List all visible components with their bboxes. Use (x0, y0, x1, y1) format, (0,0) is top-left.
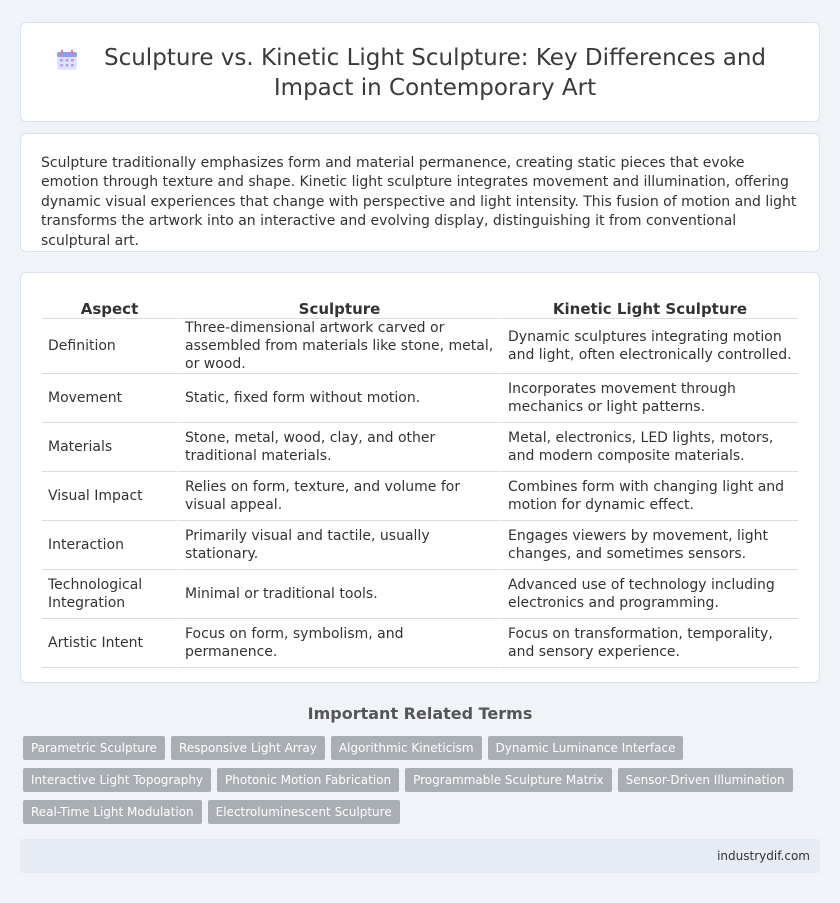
cell-aspect: Definition (42, 319, 177, 374)
cell-sculpture: Primarily visual and tactile, usually stationary. (177, 521, 500, 570)
cell-sculpture: Minimal or traditional tools. (177, 570, 500, 619)
intro-card (20, 133, 820, 252)
cell-aspect: Visual Impact (42, 472, 177, 521)
cell-aspect: Technological Integration (42, 570, 177, 619)
cell-kinetic: Combines form with changing light and motion for dynamic effect. (500, 472, 798, 521)
comparison-card (20, 272, 820, 683)
cell-kinetic: Metal, electronics, LED lights, motors, and modern composite materials. (500, 423, 798, 472)
table-row (42, 374, 798, 423)
cell-kinetic: Engages viewers by movement, light changes, and sometimes sensors. (500, 521, 798, 570)
comparison-table (42, 297, 798, 668)
cell-sculpture: Stone, metal, wood, clay, and other traditional materials. (177, 423, 500, 472)
table-row (42, 521, 798, 570)
header-kinetic: Kinetic Light Sculpture (500, 297, 798, 319)
cell-aspect: Interaction (42, 521, 177, 570)
footer-site[interactable]: industrydif.com (717, 849, 810, 863)
table-row (42, 472, 798, 521)
cell-sculpture: Relies on form, texture, and volume for visual appeal. (177, 472, 500, 521)
cell-aspect: Movement (42, 374, 177, 423)
related-term-tag[interactable]: Responsive Light Array (171, 736, 325, 760)
cell-kinetic: Incorporates movement through mechanics or light patterns. (500, 374, 798, 423)
table-header-row (42, 297, 798, 319)
intro-paragraph: Sculpture traditionally emphasizes form and material permanence, creating static pieces that evoke emotion through texture and shape. Kinetic light sculpture integrates movement and illumination, offering dynamic visual experiences that change with perspective and light intensity. This fusion of motion and light transforms the artwork into an interactive and evolving display, distinguishing it from conventional sculptural art. (41, 155, 797, 249)
table-row (42, 570, 798, 619)
header-aspect: Aspect (42, 297, 177, 319)
cell-kinetic: Dynamic sculptures integrating motion and light, often electronically controlled. (500, 319, 798, 374)
related-term-tag[interactable]: Programmable Sculpture Matrix (405, 768, 612, 792)
page-title: Sculpture vs. Kinetic Light Sculpture: Key Differences and Impact in Contemporary Art (103, 45, 767, 101)
related-term-tag[interactable]: Algorithmic Kineticism (331, 736, 482, 760)
cell-sculpture: Static, fixed form without motion. (177, 374, 500, 423)
related-terms-title: Important Related Terms (307, 704, 533, 723)
title-card (20, 22, 820, 122)
related-term-tag[interactable]: Interactive Light Topography (23, 768, 211, 792)
related-terms-list (23, 736, 798, 824)
footer (20, 839, 820, 873)
related-term-tag[interactable]: Dynamic Luminance Interface (488, 736, 684, 760)
related-term-tag[interactable]: Parametric Sculpture (23, 736, 165, 760)
related-term-tag[interactable]: Photonic Motion Fabrication (217, 768, 399, 792)
cell-aspect: Materials (42, 423, 177, 472)
header-sculpture: Sculpture (177, 297, 500, 319)
related-term-tag[interactable]: Real-Time Light Modulation (23, 800, 202, 824)
related-term-tag[interactable]: Sensor-Driven Illumination (618, 768, 793, 792)
cell-kinetic: Focus on transformation, temporality, and sensory experience. (500, 619, 798, 668)
related-term-tag[interactable]: Electroluminescent Sculpture (208, 800, 400, 824)
cell-kinetic: Advanced use of technology including electronics and programming. (500, 570, 798, 619)
table-row (42, 423, 798, 472)
table-row (42, 319, 798, 374)
cell-aspect: Artistic Intent (42, 619, 177, 668)
table-row (42, 619, 798, 668)
cell-sculpture: Focus on form, symbolism, and permanence. (177, 619, 500, 668)
cell-sculpture: Three-dimensional artwork carved or assembled from materials like stone, metal, or wood. (177, 319, 500, 374)
